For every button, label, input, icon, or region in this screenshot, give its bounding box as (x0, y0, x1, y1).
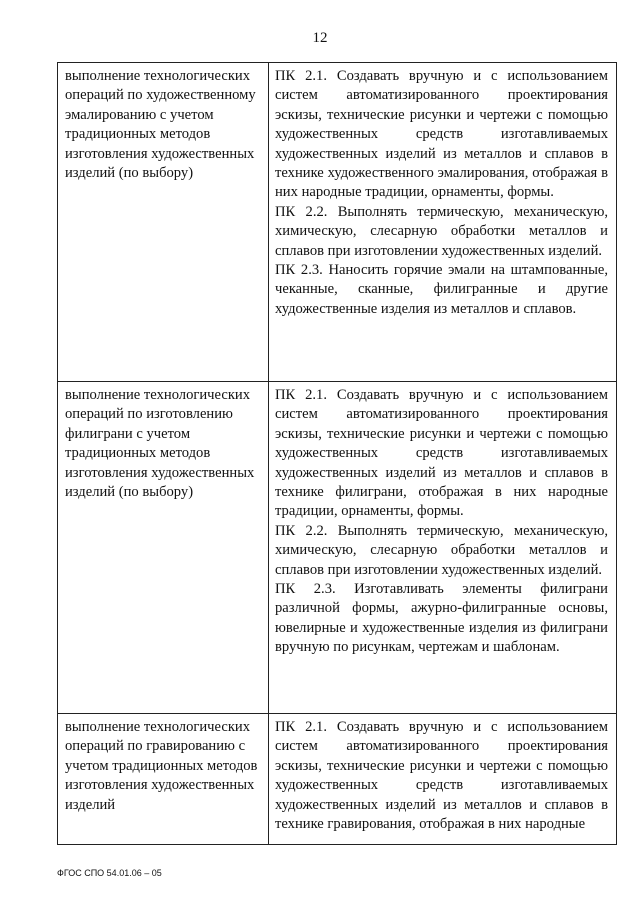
table-row (58, 382, 617, 714)
competency-item: ПК 2.1. Создавать вручную и с использованием систем автоматизированного проектирования эскизы, технические рисунки и чертежи с помощью художественных средств изготавливаемых художественных изделий из металлов и сплавов в технике филиграни, отображая в них народные традиции, орнаменты, формы. (275, 387, 608, 520)
document-footer: ФГОС СПО 54.01.06 – 05 (57, 868, 162, 878)
operation-cell: выполнение технологических операций по изготовлению филиграни с учетом традиционных методов изготовления художественных изделий (по выбору) (58, 382, 269, 714)
table-row (58, 714, 617, 845)
competency-cell (269, 714, 617, 845)
competency-item: ПК 2.1. Создавать вручную и с использованием систем автоматизированного проектирования эскизы, технические рисунки и чертежи с помощью художественных средств изготавливаемых художественных изделий из металлов и сплавов в технике художественного эмалирования, отображая в них народные традиции, орнаменты, формы. (275, 68, 608, 201)
competency-item: ПК 2.3. Изготавливать элементы филиграни различной формы, ажурно-филигранные основы, ювелирные и художественные изделия из филиграни вручную по рисункам, чертежам и шаблонам. (275, 581, 608, 656)
competency-cell (269, 63, 617, 382)
page-number: 12 (312, 30, 328, 46)
competency-table (57, 62, 617, 845)
operation-cell: выполнение технологических операций по гравированию с учетом традиционных методов изготовления художественных изделий (58, 714, 269, 845)
table-row (58, 63, 617, 382)
competency-item: ПК 2.1. Создавать вручную и с использованием систем автоматизированного проектирования эскизы, технические рисунки и чертежи с помощью художественных средств изготавливаемых художественных изделий из металлов и сплавов в технике гравирования, отображая в них народные (275, 719, 608, 833)
competency-item: ПК 2.2. Выполнять термическую, механическую, химическую, слесарную обработки металлов и сплавов при изготовлении художественных изделий. (275, 522, 608, 578)
competency-item: ПК 2.2. Выполнять термическую, механическую, химическую, слесарную обработки металлов и сплавов при изготовлении художественных изделий. (275, 203, 608, 259)
competency-item: ПК 2.3. Наносить горячие эмали на штампованные, чеканные, сканные, филигранные и другие художественные изделия из металлов и сплавов. (275, 262, 608, 317)
competency-cell (269, 382, 617, 714)
operation-cell: выполнение технологических операций по художественному эмалированию с учетом традиционных методов изготовления художественных изделий (по выбору) (58, 63, 269, 382)
